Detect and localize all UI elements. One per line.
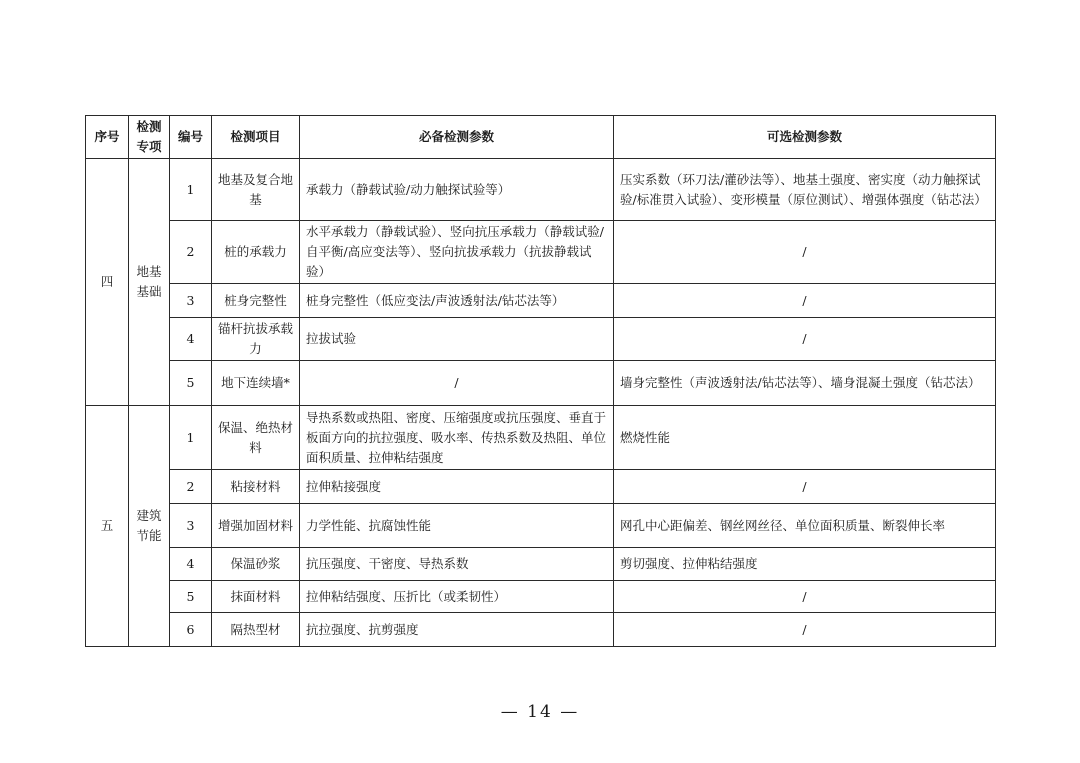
row-optional: / xyxy=(614,613,996,647)
row-item: 粘接材料 xyxy=(212,470,300,504)
row-code: 1 xyxy=(170,159,212,221)
row-code: 4 xyxy=(170,548,212,581)
table-row xyxy=(86,613,996,647)
table-row xyxy=(86,159,996,221)
table-row xyxy=(86,581,996,613)
row-required: 抗拉强度、抗剪强度 xyxy=(300,613,614,647)
table-header-row xyxy=(86,116,996,159)
row-item: 地基及复合地基 xyxy=(212,159,300,221)
row-optional: / xyxy=(614,581,996,613)
row-optional: 剪切强度、拉伸粘结强度 xyxy=(614,548,996,581)
row-required: 力学性能、抗腐蚀性能 xyxy=(300,504,614,548)
row-item: 地下连续墙* xyxy=(212,361,300,406)
row-code: 2 xyxy=(170,221,212,284)
table-row xyxy=(86,470,996,504)
row-item: 保温砂浆 xyxy=(212,548,300,581)
row-item: 抹面材料 xyxy=(212,581,300,613)
row-item: 保温、绝热材料 xyxy=(212,406,300,470)
row-required: 导热系数或热阻、密度、压缩强度或抗压强度、垂直于板面方向的抗拉强度、吸水率、传热系数及热阻、单位面积质量、拉伸粘结强度 xyxy=(300,406,614,470)
table-row xyxy=(86,548,996,581)
row-code: 6 xyxy=(170,613,212,647)
header-code: 编号 xyxy=(170,116,212,159)
row-code: 3 xyxy=(170,504,212,548)
page-number: — 14 — xyxy=(500,702,580,722)
table-row xyxy=(86,221,996,284)
group-category: 建筑节能 xyxy=(129,406,170,647)
row-code: 1 xyxy=(170,406,212,470)
table-row xyxy=(86,361,996,406)
header-seq: 序号 xyxy=(86,116,129,159)
row-item: 锚杆抗拔承载力 xyxy=(212,318,300,361)
row-required: 抗压强度、干密度、导热系数 xyxy=(300,548,614,581)
row-required: / xyxy=(300,361,614,406)
table-row xyxy=(86,318,996,361)
row-required: 拉伸粘结强度、压折比（或柔韧性） xyxy=(300,581,614,613)
group-category: 地基基础 xyxy=(129,159,170,406)
row-code: 4 xyxy=(170,318,212,361)
row-optional: 燃烧性能 xyxy=(614,406,996,470)
row-optional: 墙身完整性（声波透射法/钻芯法等）、墙身混凝土强度（钻芯法） xyxy=(614,361,996,406)
row-code: 3 xyxy=(170,284,212,318)
row-optional: / xyxy=(614,470,996,504)
row-required: 水平承载力（静载试验）、竖向抗压承载力（静载试验/自平衡/高应变法等）、竖向抗拔承载力（抗拔静载试验） xyxy=(300,221,614,284)
table-row xyxy=(86,504,996,548)
row-item: 隔热型材 xyxy=(212,613,300,647)
header-required: 必备检测参数 xyxy=(300,116,614,159)
row-optional: 压实系数（环刀法/灌砂法等）、地基土强度、密实度（动力触探试验/标准贯入试验）、变形模量（原位测试）、增强体强度（钻芯法） xyxy=(614,159,996,221)
group-seq: 四 xyxy=(86,159,129,406)
row-optional: / xyxy=(614,284,996,318)
row-required: 桩身完整性（低应变法/声波透射法/钻芯法等） xyxy=(300,284,614,318)
row-item: 桩的承载力 xyxy=(212,221,300,284)
row-item: 桩身完整性 xyxy=(212,284,300,318)
row-code: 5 xyxy=(170,361,212,406)
row-optional: / xyxy=(614,318,996,361)
row-required: 拉拔试验 xyxy=(300,318,614,361)
row-optional: 网孔中心距偏差、钢丝网丝径、单位面积质量、断裂伸长率 xyxy=(614,504,996,548)
row-required: 承载力（静载试验/动力触探试验等） xyxy=(300,159,614,221)
table-row xyxy=(86,406,996,470)
row-code: 2 xyxy=(170,470,212,504)
table-row xyxy=(86,284,996,318)
row-item: 增强加固材料 xyxy=(212,504,300,548)
header-category: 检测专项 xyxy=(129,116,170,159)
header-item: 检测项目 xyxy=(212,116,300,159)
row-code: 5 xyxy=(170,581,212,613)
inspection-parameters-table xyxy=(85,115,996,647)
row-required: 拉伸粘接强度 xyxy=(300,470,614,504)
row-optional: / xyxy=(614,221,996,284)
group-seq: 五 xyxy=(86,406,129,647)
header-optional: 可选检测参数 xyxy=(614,116,996,159)
